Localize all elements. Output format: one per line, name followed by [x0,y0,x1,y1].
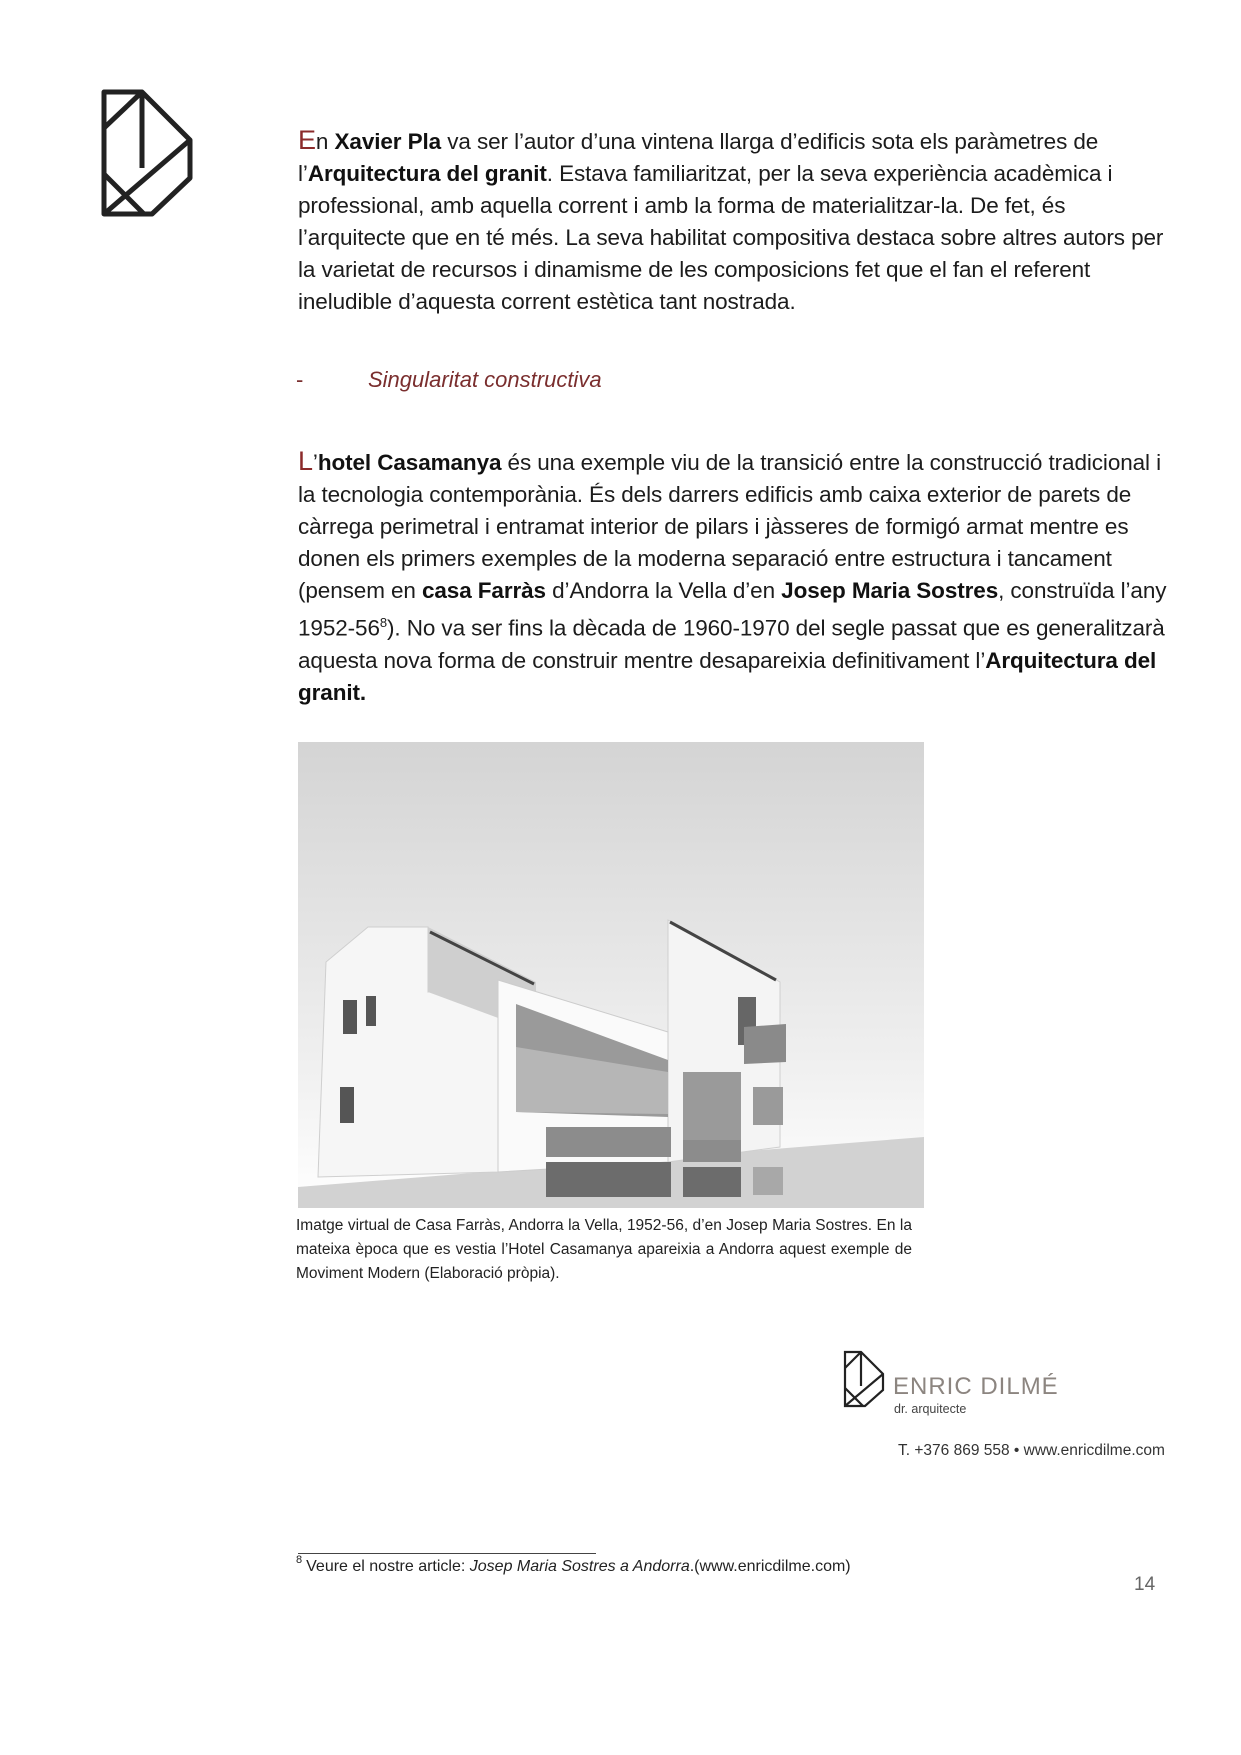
footnote-number: 8 [296,1554,303,1566]
dropcap: E [298,125,316,155]
text-run: va ser l’autor d’una vintena llarga d’edificis sota els paràmetres de l’ [298,129,1099,186]
footnote-prefix: Veure el nostre article: [306,1558,470,1575]
text-run: ). No va ser fins la dècada de 1960-1970 del segle passat que es generalitzarà aquesta nova forma de construir mentre desapareixia definitivament l’ [298,615,1165,673]
text-run: , construïda l’any 1952-56 [298,578,1167,641]
text-run: d’Andorra la Vella d’en [545,578,782,603]
brand-name: ENRIC DILMÉ [893,1373,1059,1400]
footnote-reference[interactable]: 8 [379,615,388,630]
building-illustration [298,742,924,1208]
contact-line[interactable]: T. +376 869 558 • www.enricdilme.com [898,1442,1165,1459]
bold-run-hotel-casamanya: hotel Casamanya [317,450,502,475]
bold-run-arquitectura: Arquitectura del granit [307,161,547,186]
footnote [296,1554,851,1576]
subheading-text: Singularitat constructiva [368,367,602,392]
figure-caption: Imatge virtual de Casa Farràs, Andorra la Vella, 1952-56, d’en Josep Maria Sostres. En la mateixa època que es vestia l’Hotel Casamanya apareixia a Andorra aquest exemple de Moviment Modern (Elaboració pròpia). [296,1217,912,1282]
page-number: 14 [1134,1574,1156,1595]
text-run: és una exemple viu de la transició entre la construcció tradicional i la tecnologia contemporània. És dels darrers edificis amb caixa exterior de parets de càrrega perimetral i entramat interior de pilars i jàsseres de formigó armat mentre es donen els primers exemples de la moderna separació entre estructura i tancament (pensem en [298,450,1162,603]
bullet-dash: - [296,367,304,392]
enric-dilme-logo-icon [843,1350,885,1408]
geometric-d-logo-icon [100,88,196,218]
body-paragraph-1 [298,124,1178,318]
text-run: ’ [312,450,318,475]
text-run: n [315,129,335,154]
bold-run-arquitectura: Arquitectura del granit. [298,647,1157,705]
bold-run-xavier-pla: Xavier Pla [334,129,442,154]
footnote-article-title: Josep Maria Sostres a Andorra [469,1558,690,1575]
bold-run-josep-maria-sostres: Josep Maria Sostres [781,578,999,603]
building-render-image [298,742,924,1208]
footnote-suffix[interactable]: .(www.enricdilme.com) [689,1558,851,1575]
dropcap: L [298,446,313,476]
section-subheading [296,367,602,393]
bold-run-casa-farras: casa Farràs [421,578,546,603]
text-run: . Estava familiaritzat, per la seva experiència acadèmica i professional, amb aquella corrent i amb la forma de materialitzar-la. De fet, és l’arquitecte que en té més. La seva habilitat compositiva destaca sobre altres autors per la varietat de recursos i dinamisme de les composicions fet que el fan el referent ineludible d’aquesta corrent estètica tant nostrada. [298,161,1164,314]
brand-subtitle: dr. arquitecte [894,1402,967,1416]
body-paragraph-2 [298,445,1178,709]
footnote-separator [298,1553,596,1554]
